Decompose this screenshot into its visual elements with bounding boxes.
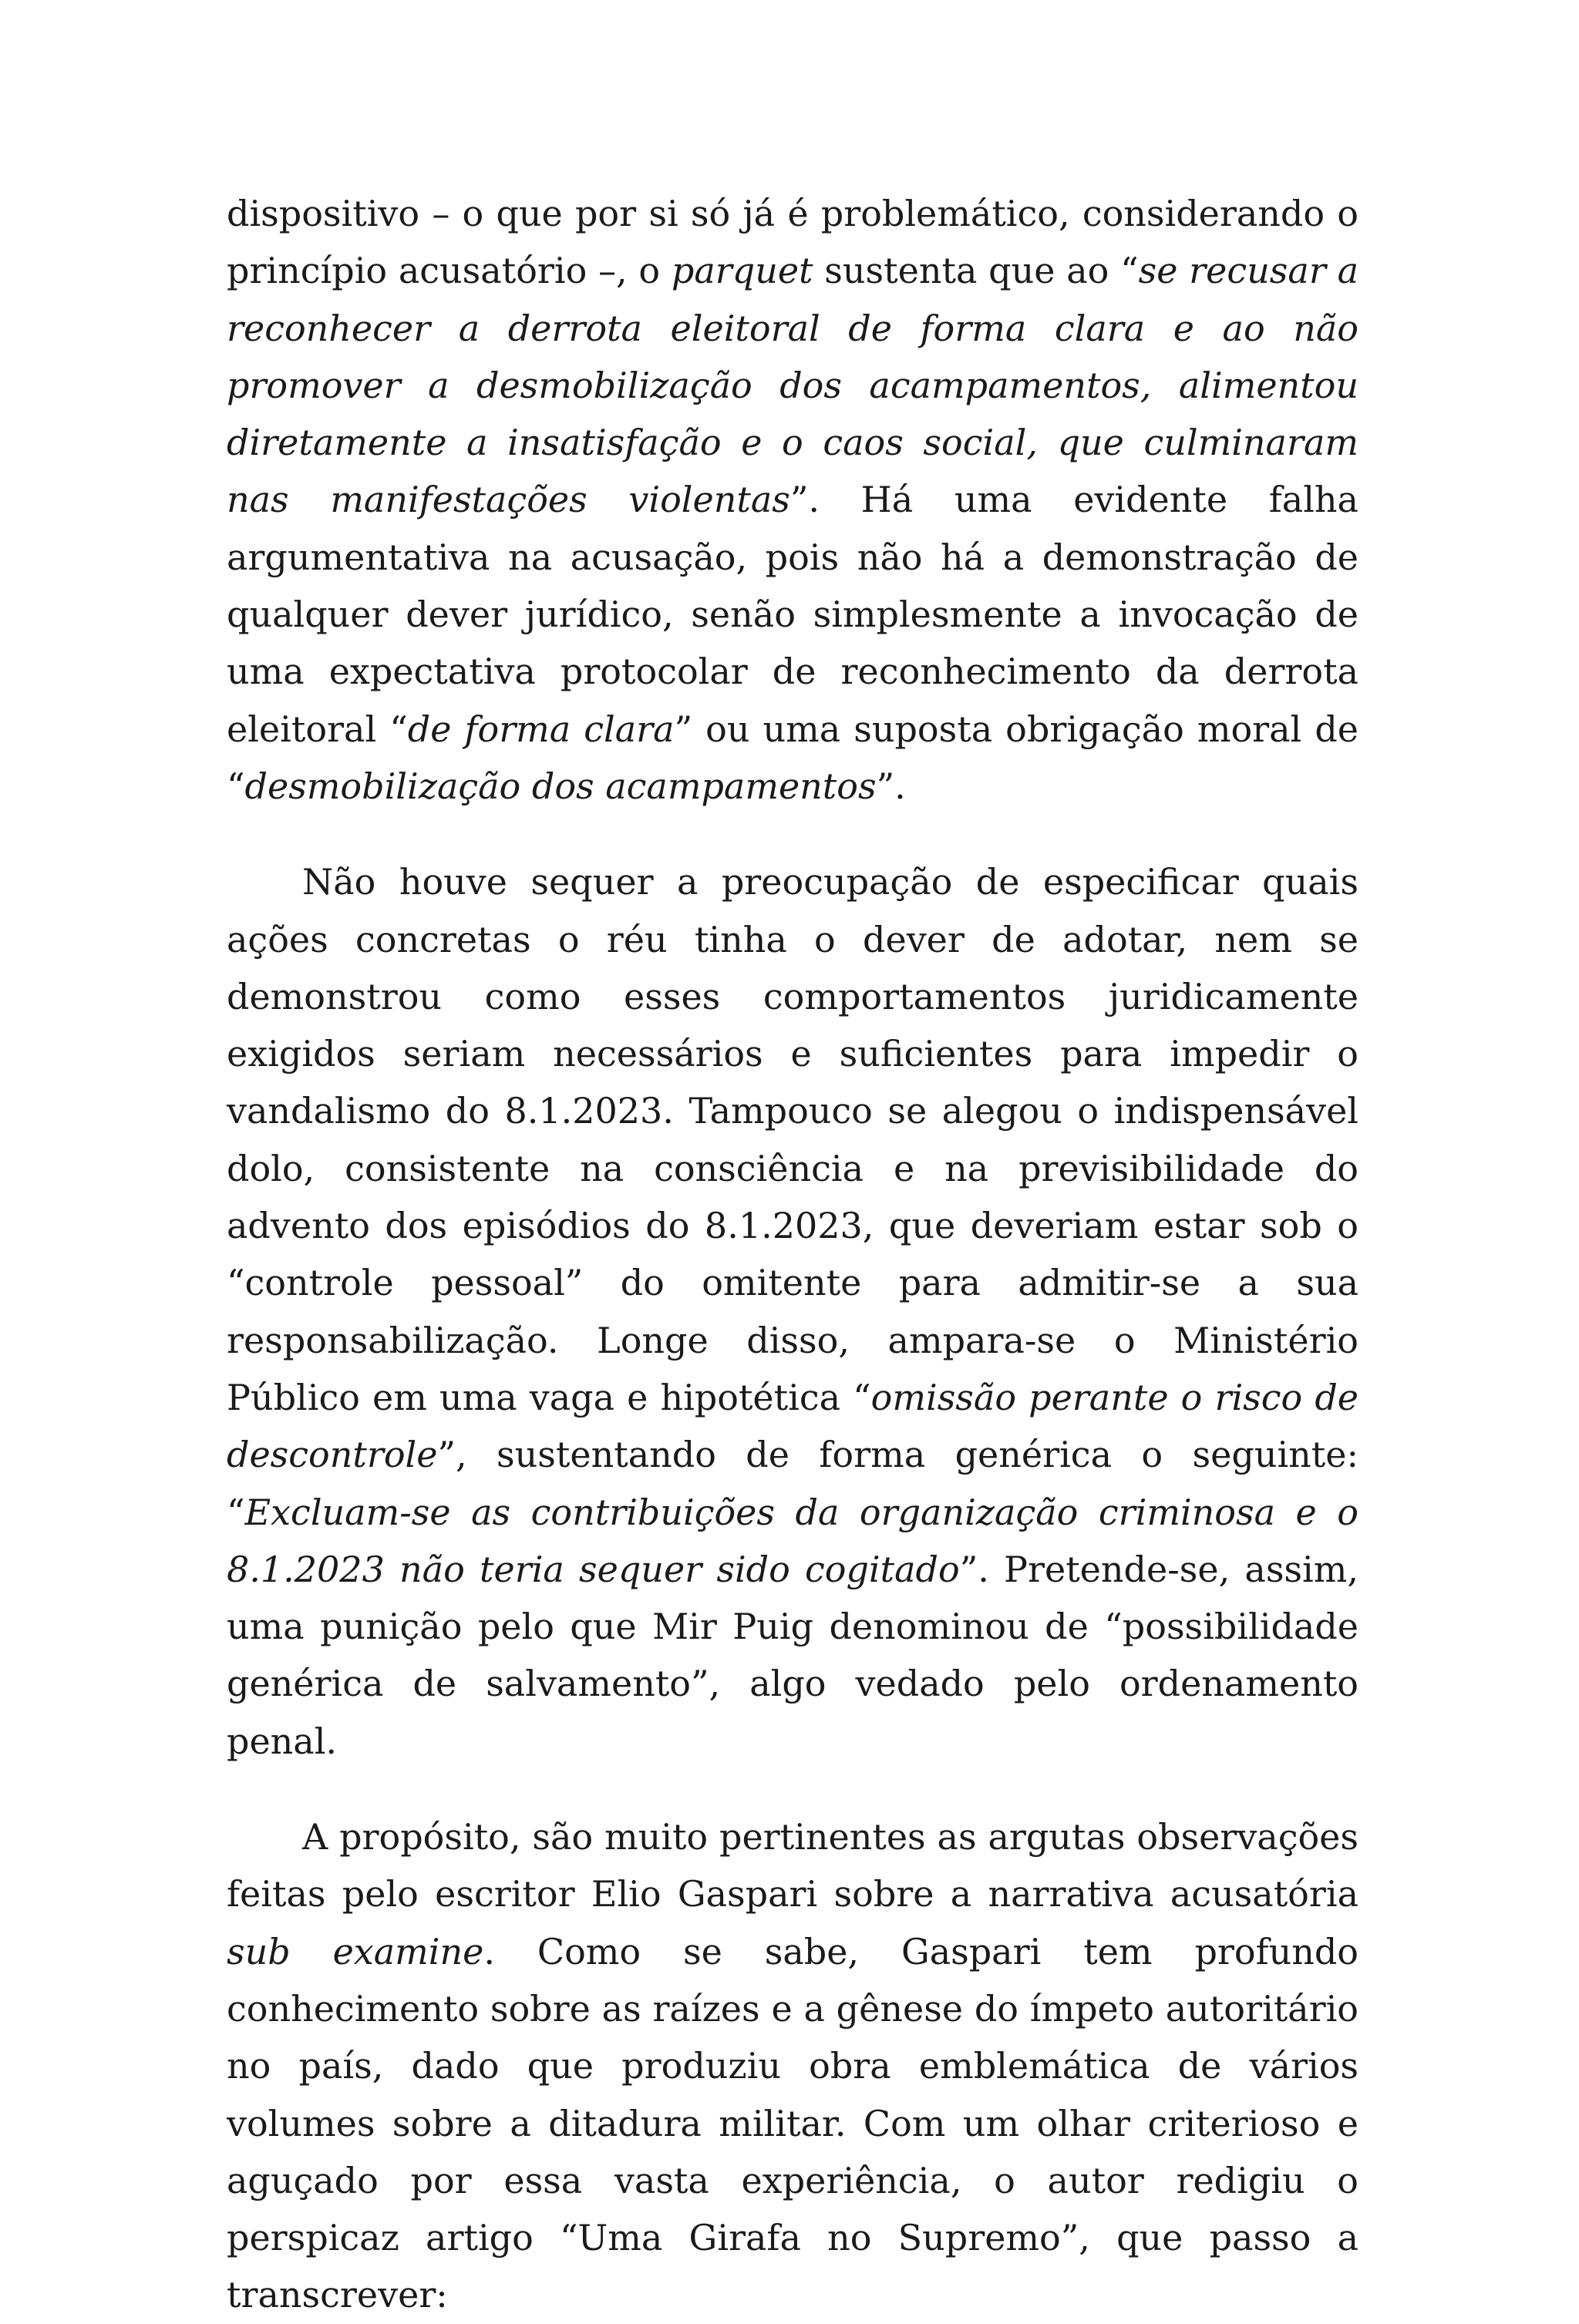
document-page [227,185,1358,2324]
paragraph-3: A propósito, são muito pertinentes as argutas observações feitas pelo escritor Elio Gaspari sobre a narrativa acusatória sub examine. Como se sabe, Gaspari tem profundo conhecimento sobre as raízes e a gênese do ímpeto autoritário no país, dado que produziu obra emblemática de vários volumes sobre a ditadura militar. Com um olhar criterioso e aguçado por essa vasta experiência, o autor redigiu o perspicaz artigo “Uma Girafa no Supremo”, que passo a transcrever: [227,1816,1358,2316]
paragraph-2: Não houve sequer a preocupação de especificar quais ações concretas o réu tinha o dever de adotar, nem se demonstrou como esses comportamentos juridicamente exigidos seriam necessários e suficientes para impedir o vandalismo do 8.1.2023. Tampouco se alegou o indispensável dolo, consistente na consciência e na previsibilidade do advento dos episódios do 8.1.2023, que deveriam estar sob o “controle pessoal” do omitente para admitir-se a sua responsabilização. Longe disso, ampara-se o Ministério Público em uma vaga e hipotética “omissão perante o risco de descontrole”, sustentando de forma genérica o seguinte: “Excluam-se as contribuições da organização criminosa e o 8.1.2023 não teria sequer sido cogitado”. Pretende-se, assim, uma punição pelo que Mir Puig denominou de “possibilidade genérica de salvamento”, algo vedado pelo ordenamento penal. [227,861,1359,1762]
paragraph-1: dispositivo – o que por si só já é problemático, considerando o princípio acusatório –, o parquet sustenta que ao “se recusar a reconhecer a derrota eleitoral de forma clara e ao não promover a desmobilização dos acampamentos, alimentou diretamente a insatisfação e o caos social, que culminaram nas manifestações violentas”. Há uma evidente falha argumentativa na acusação, pois não há a demonstração de qualquer dever jurídico, senão simplesmente a invocação de uma expectativa protocolar de reconhecimento da derrota eleitoral “de forma clara” ou uma suposta obrigação moral de “desmobilização dos acampamentos”. [227,193,1358,807]
